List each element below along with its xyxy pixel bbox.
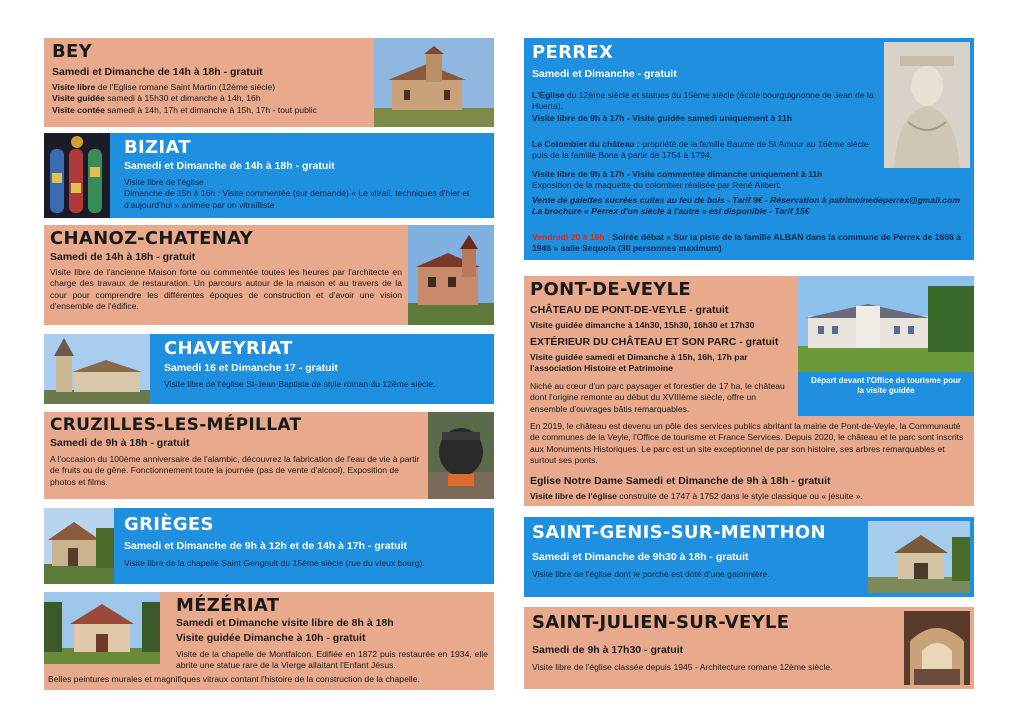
saintjulien-text: Visite libre de l'église classée depuis 1945 - Architecture romane 12ème siècle. xyxy=(532,662,833,672)
pontdeveyle-text1: Niché au cœur d'un parc paysager et forestier de 17 ha, le château dont l'origine remonte au début du XVIIIème siècle, offre un ensemble d'ouvrages bâtis remarquables. xyxy=(530,381,785,414)
biziat-line2: Dimanche de 15h à 16h : Visite commentée (sur demande) « Le vitrail, techniques d'hier et d'aujourd'hui » animée par un vitrailliste xyxy=(124,188,470,210)
grieges-chapel-photo xyxy=(44,508,114,584)
grieges-title: GRIÈGES xyxy=(124,514,214,535)
bey-line2-text: samedi à 15h30 et dimanche à 14h, 16h xyxy=(104,93,261,104)
chaveyriat-card xyxy=(44,334,494,404)
pontdeveyle-church xyxy=(530,491,970,502)
perrex-statue-photo xyxy=(884,42,970,168)
bey-details xyxy=(52,82,372,116)
pontdeveyle-chateau-photo xyxy=(798,276,974,372)
cruzilles-text: A l'occasion du 100ème anniversaire de l'alambic, découvrez la fabrication de l'eau de vie à partir de fruits ou de gêne. Fonctionnement toute la journée (pas de vente d'alcool). Exposition de photos et films. xyxy=(50,454,420,487)
cruzilles-schedule: Samedi de 9h à 18h - gratuit xyxy=(50,437,190,449)
perrex-card xyxy=(524,38,974,260)
saintgenis-schedule: Samedi et Dimanche de 9h30 à 18h - gratuit xyxy=(532,551,749,563)
perrex-p4-text: Soirée débat « Sur la piste de la famille ALBAN dans la commune de Perrex de 1666 à 1946 » salle Sequoia (30 personnes maximum) xyxy=(532,232,962,254)
chaveyriat-schedule: Samedi 16 et Dimanche 17 - gratuit xyxy=(164,362,338,374)
perrex-p1-bold: L'Eglise xyxy=(532,90,565,100)
perrex-title: PERREX xyxy=(532,42,614,63)
perrex-p1-text: du 12ème siècle et statues du 15ème siècle (école bourguignonne de Jean de la Huerta). xyxy=(532,90,874,112)
bey-line3-bold: Visite contée xyxy=(52,104,105,115)
cruzilles-title: CRUZILLES-LES-MÉPILLAT xyxy=(50,415,302,435)
biziat-card xyxy=(44,133,494,218)
perrex-p2b xyxy=(532,169,968,217)
mezeriat-text1: Visite de la chapelle de Montfalcon. Edifiée en 1872 puis restaurée en 1934, elle abrite une statue rare de la Vierge allaitant l'Enfant Jésus. xyxy=(176,649,488,671)
perrex-p2-visit: Visite libre de 9h à 17h - Visite commentée dimanche uniquement à 11h xyxy=(532,169,823,179)
cruzilles-card xyxy=(44,412,494,499)
mezeriat-schedule2: Visite guidée Dimanche à 10h - gratuit xyxy=(176,632,366,644)
pontdeveyle-church-text: construite de 1747 à 1752 dans le style classique ou « jésuite ». xyxy=(616,491,863,501)
perrex-p4 xyxy=(532,232,968,255)
pontdeveyle-sub1: CHÂTEAU DE PONT-DE-VEYLE - gratuit xyxy=(530,304,729,316)
saintjulien-card xyxy=(524,607,974,689)
chanoz-schedule: Samedi de 14h à 18h - gratuit xyxy=(50,251,196,263)
saintjulien-title: SAINT-JULIEN-SUR-VEYLE xyxy=(532,612,790,633)
chanoz-text: Visite libre de l'ancienne Maison forte ou commentée toutes les heures par l'architecte en charge des travaux de restauration. Un parcours autour de la maison et au travers de la cour pour comprendre les différentes époques de construction et d'avoir une vision d'ensemble de l'édifice. xyxy=(50,267,402,311)
biziat-details xyxy=(124,177,486,211)
pontdeveyle-sub1-visit: Visite guidée dimanche à 14h30, 15h30, 16h30 et 17h30 xyxy=(530,320,755,330)
perrex-p2-bold: Le Colombier du château : xyxy=(532,139,640,149)
bey-line2-bold: Visite guidée xyxy=(52,93,105,104)
grieges-card xyxy=(44,508,494,584)
bey-line1-bold: Visite libre xyxy=(52,82,96,92)
perrex-p2-expo: Exposition de la maquette du colombier réalisée par René Alibert. xyxy=(532,180,782,191)
chaveyriat-text: Visite libre de l'église St-Jean Baptiste de style roman du 12ème siècle. xyxy=(164,379,436,389)
pontdeveyle-church-bold: Visite libre de l'église xyxy=(530,491,617,501)
saintjulien-interior-photo xyxy=(904,611,970,685)
bey-title: BEY xyxy=(52,41,92,62)
mezeriat-card xyxy=(44,592,494,690)
pontdeveyle-sub2: EXTÉRIEUR DU CHÂTEAU ET SON PARC - gratuit xyxy=(530,336,779,348)
grieges-schedule: Samedi et Dimanche de 9h à 12h et de 14h à 17h - gratuit xyxy=(124,540,408,552)
bey-card xyxy=(44,38,494,127)
perrex-p1-visit: Visite libre de 9h à 17h - Visite guidée samedi uniquement à 11h xyxy=(532,112,792,123)
grieges-text: Visite libre de la chapelle Saint Gengoult du 15ème siècle (rue du vieux bourg). xyxy=(124,558,425,568)
mezeriat-text2: Belles peintures murales et magnifiques vitraux contant l'histoire de la construction de la chapelle. xyxy=(48,674,420,684)
mezeriat-chapel-photo xyxy=(44,592,160,664)
pontdeveyle-card xyxy=(524,276,974,506)
pontdeveyle-title: PONT-DE-VEYLE xyxy=(530,279,691,300)
mezeriat-schedule1: Samedi et Dimanche visite libre de 8h à 18h xyxy=(176,617,394,629)
bey-schedule: Samedi et Dimanche de 14h à 18h - gratuit xyxy=(52,66,263,78)
saintgenis-text: Visite libre de l'église dont le porche est doté d'une galonnière. xyxy=(532,569,770,579)
saintjulien-schedule: Samedi de 9h à 17h30 - gratuit xyxy=(532,644,684,656)
biziat-stained-glass-photo xyxy=(44,133,110,218)
perrex-p2-text: propriété de la famille Baume de St Amour au 16ème siècle puis de la famille Bona à partir de 1754 à 1794. xyxy=(532,139,869,161)
pontdeveyle-church-schedule: Eglise Notre Dame Samedi et Dimanche de 9h à 18h - gratuit xyxy=(530,475,831,487)
chanoz-title: CHANOZ-CHATENAY xyxy=(50,228,253,249)
biziat-line1: Visite libre de l'église xyxy=(124,177,204,187)
pontdeveyle-photo-panel xyxy=(798,276,974,416)
biziat-schedule: Samedi et Dimanche de 14h à 18h - gratuit xyxy=(124,160,335,172)
bey-church-photo xyxy=(374,38,494,127)
chaveyriat-title: CHAVEYRIAT xyxy=(164,338,293,359)
perrex-p2 xyxy=(532,139,878,162)
pontdeveyle-sub2-visit: Visite guidée samedi et Dimanche à 15h, 16h, 17h par l'association Histoire et Patrimoine xyxy=(530,352,748,374)
perrex-p1 xyxy=(532,90,878,124)
chaveyriat-church-photo xyxy=(44,334,150,404)
perrex-schedule: Samedi et Dimanche - gratuit xyxy=(532,68,677,80)
pontdeveyle-photo-caption: Départ devant l'Office de tourisme pour la visite guidée xyxy=(811,376,961,395)
cruzilles-still-photo xyxy=(428,412,494,499)
saintgenis-card xyxy=(524,517,974,597)
bey-line1-text: de l'Eglise romane Saint Martin (12ème siècle) xyxy=(95,82,276,92)
bey-line3-text: samedi à 14h, 17h et dimanche à 15h, 17h - tout public xyxy=(104,104,317,115)
perrex-p3-book: La brochure « Perrex d'un siècle à l'autre » est disponible - Tarif 15€ xyxy=(532,205,810,216)
pontdeveyle-text2: En 2019, le château est devenu un pôle des services publics abritant la mairie de Pont-de-Veyle, la Communauté de communes de la Veyle, l'Office de tourisme et France Services. Depuis 2020, le château et le parc sont inscrits aux Monuments Historiques. Le parc est un site exceptionnel de par son histoire, ses arbres remarquables et surtout ses ponts. xyxy=(530,421,964,465)
chanoz-house-photo xyxy=(408,225,494,325)
saintgenis-title: SAINT-GENIS-SUR-MENTHON xyxy=(532,522,826,543)
perrex-p3-sale: Vente de galettes sucrées cuites au feu de bois - Tarif 9€ - Réservation à patrimoinedeperrex@gmail.com xyxy=(532,194,961,205)
perrex-p4-red: Vendredi 20 à 18h : xyxy=(532,232,610,242)
mezeriat-title: MÉZÉRIAT xyxy=(176,595,280,616)
biziat-title: BIZIAT xyxy=(124,137,191,158)
saintgenis-church-photo xyxy=(868,521,970,593)
chanoz-card xyxy=(44,225,494,325)
